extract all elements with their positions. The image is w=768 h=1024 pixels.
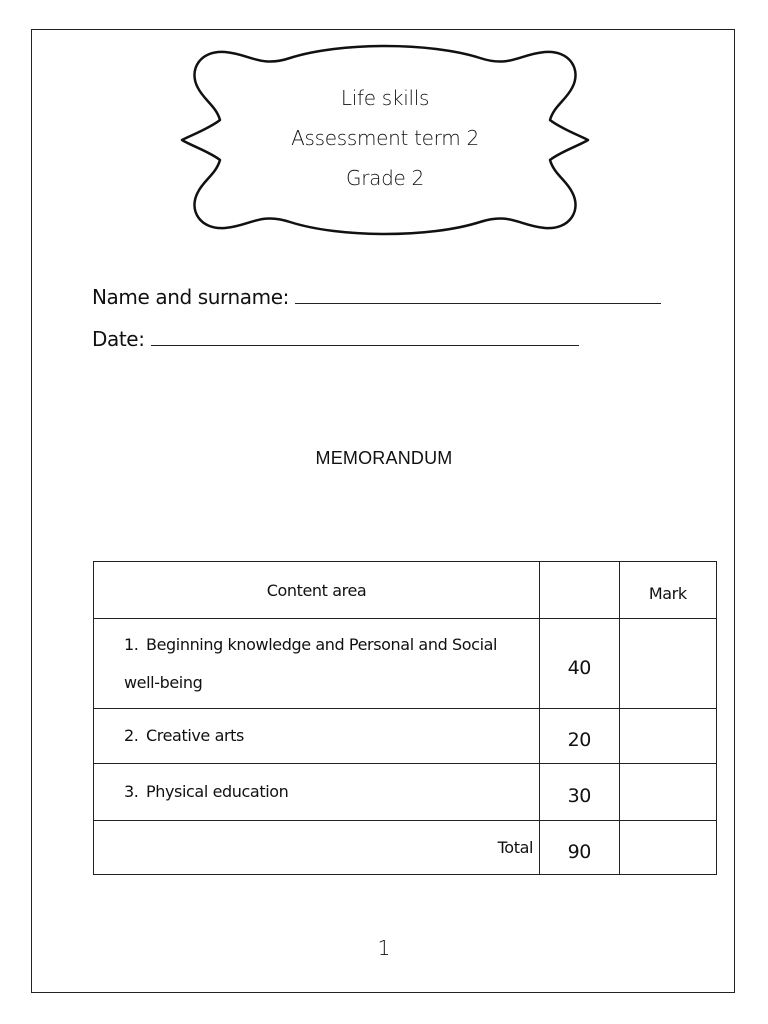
grade-title: Grade 2: [346, 166, 424, 190]
memorandum-heading: MEMORANDUM: [315, 448, 453, 468]
total-label: Total: [94, 821, 540, 875]
grand-mark-cell[interactable]: [619, 821, 716, 875]
name-field[interactable]: [92, 285, 661, 309]
name-blank-line[interactable]: [295, 302, 661, 304]
date-label: Date:: [92, 327, 145, 351]
total-cell: 20: [540, 709, 619, 764]
item-number: 2.: [124, 726, 139, 745]
content-area-cell: [94, 619, 540, 709]
item-number: 3.: [124, 782, 139, 801]
title-frame: [180, 40, 590, 240]
header-total: [540, 562, 619, 619]
table-row: [94, 764, 717, 821]
table-row: [94, 709, 717, 764]
mark-cell[interactable]: [619, 709, 716, 764]
page-number: 1: [377, 936, 391, 960]
content-area-text: Beginning knowledge and Personal and Social well-being: [124, 634, 498, 692]
marks-table: [93, 561, 717, 875]
header-mark: Mark: [619, 562, 716, 619]
table-total-row: [94, 821, 717, 875]
content-area-text: Physical education: [146, 782, 289, 801]
total-cell: 40: [540, 619, 619, 709]
content-area-text: Creative arts: [146, 726, 244, 745]
total-cell: 30: [540, 764, 619, 821]
assessment-title: Assessment term 2: [291, 126, 479, 150]
content-area-cell: [94, 709, 540, 764]
name-label: Name and surname:: [92, 285, 289, 309]
table-header-row: [94, 562, 717, 619]
subject-title: Life skills: [340, 86, 430, 110]
table-row: [94, 619, 717, 709]
header-content-area: Content area: [94, 562, 540, 619]
content-area-cell: [94, 764, 540, 821]
item-number: 1.: [124, 634, 139, 654]
date-field[interactable]: [92, 327, 579, 351]
mark-cell[interactable]: [619, 619, 716, 709]
mark-cell[interactable]: [619, 764, 716, 821]
grand-total-cell: 90: [540, 821, 619, 875]
date-blank-line[interactable]: [151, 344, 579, 346]
